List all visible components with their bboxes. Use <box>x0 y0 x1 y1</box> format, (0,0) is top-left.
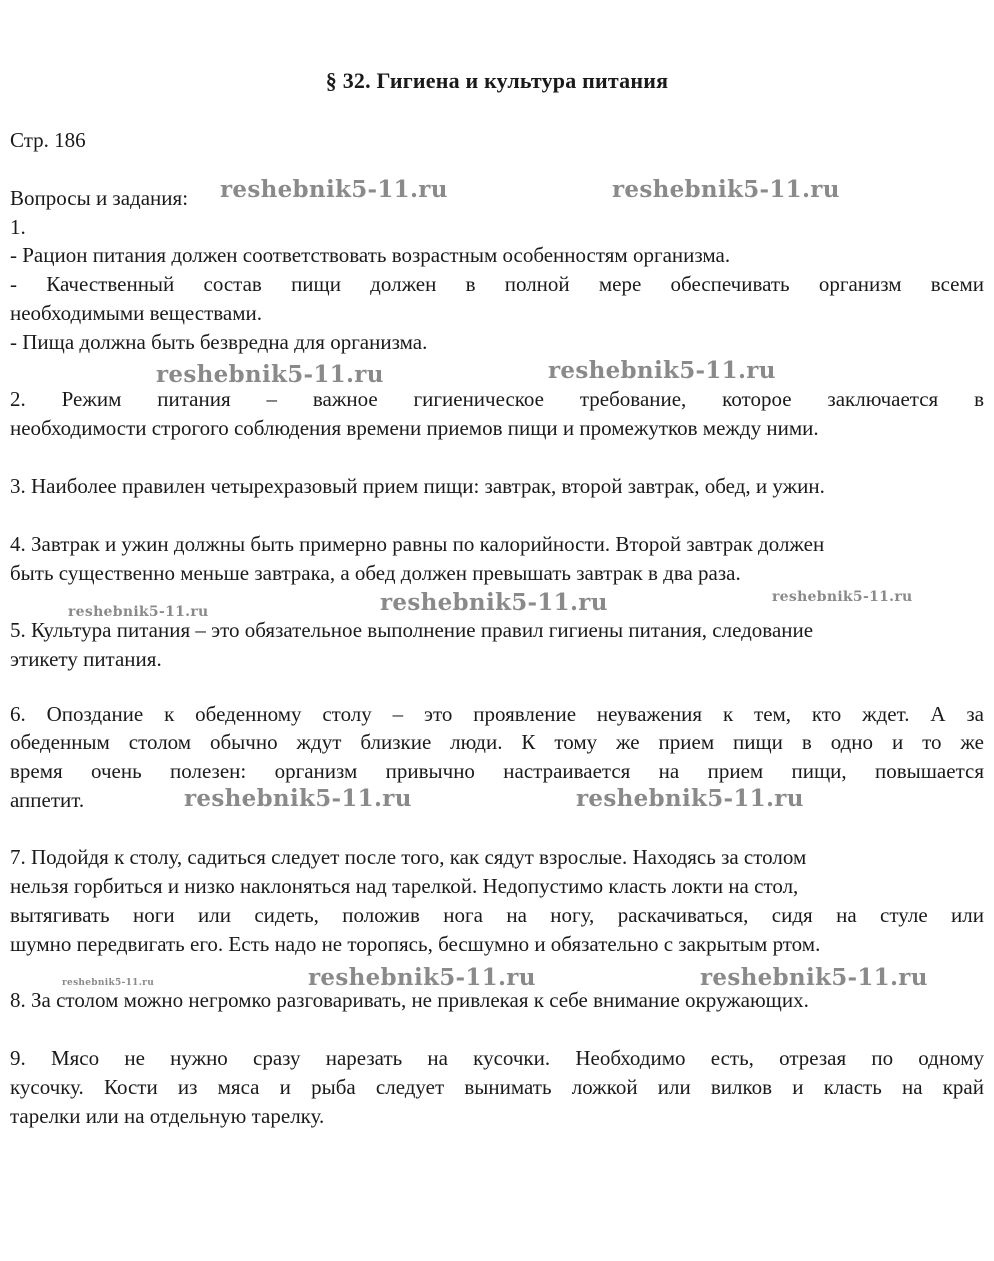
watermark: reshebnik5-11.ru <box>612 176 840 203</box>
answer-8-line: 8. За столом можно негромко разговаривать, не привлекая к себе внимание окружающих. <box>10 988 809 1012</box>
answer-6-line: время очень полезен: организм привычно настраивается на прием пищи, повышается <box>10 759 984 783</box>
answer-1-line: необходимыми веществами. <box>10 301 262 325</box>
questions-header: Вопросы и задания: <box>10 186 189 210</box>
answer-3-line: 3. Наиболее правилен четырехразовый прием пищи: завтрак, второй завтрак, обед, и ужин. <box>10 474 825 498</box>
answer-7-line: шумно передвигать его. Есть надо не торопясь, бесшумно и обязательно с закрытым ртом. <box>10 932 821 956</box>
answer-6-line: аппетит. <box>10 788 85 812</box>
answer-6-line: 6. Опоздание к обеденному столу – это проявление неуважения к тем, кто ждет. А за <box>10 702 984 726</box>
answer-2-line: необходимости строгого соблюдения времени приемов пищи и промежутков между ними. <box>10 416 819 440</box>
answer-1-line: - Пища должна быть безвредна для организма. <box>10 330 428 354</box>
answer-1-number: 1. <box>10 215 26 239</box>
answer-4-line: 4. Завтрак и ужин должны быть примерно равны по калорийности. Второй завтрак должен <box>10 532 825 556</box>
answer-2-line: 2. Режим питания – важное гигиеническое требование, которое заключается в <box>10 387 984 411</box>
watermark: reshebnik5-11.ru <box>772 589 913 605</box>
answer-9-line: тарелки или на отдельную тарелку. <box>10 1104 325 1128</box>
watermark: reshebnik5-11.ru <box>220 176 448 203</box>
page-title: § 32. Гигиена и культура питания <box>325 68 669 93</box>
answer-9-line: кусочку. Кости из мяса и рыба следует вынимать ложкой или вилков и класть на край <box>10 1075 984 1099</box>
answer-5-line: 5. Культура питания – это обязательное выполнение правил гигиены питания, следование <box>10 618 814 642</box>
page-reference: Стр. 186 <box>10 128 86 152</box>
answer-9-line: 9. Мясо не нужно сразу нарезать на кусочки. Необходимо есть, отрезая по одному <box>10 1046 984 1070</box>
watermark: reshebnik5-11.ru <box>308 964 536 991</box>
watermark: reshebnik5-11.ru <box>156 361 384 388</box>
answer-1-line: - Рацион питания должен соответствовать возрастным особенностям организма. <box>10 243 731 267</box>
answer-5-line: этикету питания. <box>10 647 162 671</box>
watermark: reshebnik5-11.ru <box>700 964 928 991</box>
watermark: reshebnik5-11.ru <box>184 785 412 812</box>
answer-7-line: нельзя горбиться и низко наклоняться над тарелкой. Недопустимо класть локти на стол, <box>10 874 799 898</box>
answer-1-line: - Качественный состав пищи должен в полной мере обеспечивать организм всеми <box>10 272 984 296</box>
answer-7-line: вытягивать ноги или сидеть, положив нога на ногу, раскачиваться, сидя на стуле или <box>10 903 984 927</box>
watermark: reshebnik5-11.ru <box>68 604 209 620</box>
watermark: reshebnik5-11.ru <box>380 589 608 616</box>
watermark: reshebnik5-11.ru <box>576 785 804 812</box>
watermark: reshebnik5-11.ru <box>548 357 776 384</box>
answer-7-line: 7. Подойдя к столу, садиться следует после того, как сядут взрослые. Находясь за столом <box>10 845 807 869</box>
watermark: reshebnik5-11.ru <box>62 978 155 988</box>
answer-6-line: обеденным столом обычно ждут близкие люди. К тому же прием пищи в одно и то же <box>10 730 984 754</box>
answer-4-line: быть существенно меньше завтрака, а обед должен превышать завтрак в два раза. <box>10 561 741 585</box>
